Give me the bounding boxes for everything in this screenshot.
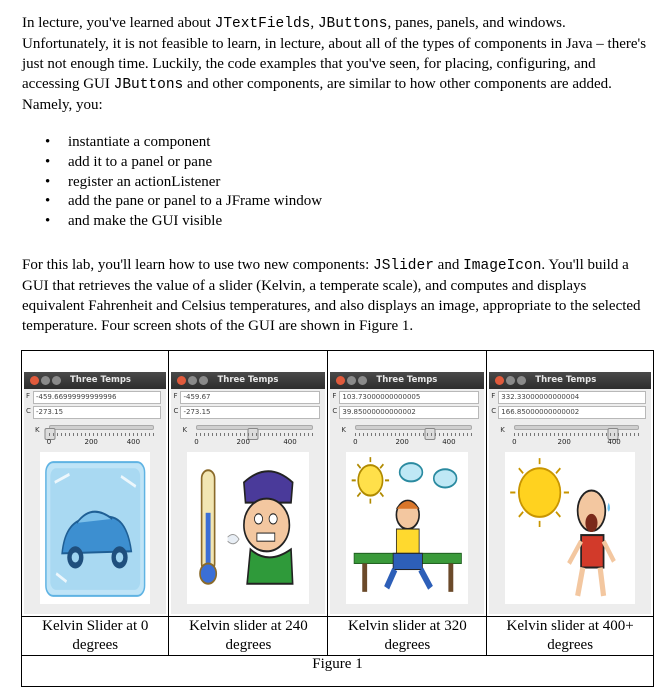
list-item [22,192,322,212]
fahrenheit-field[interactable]: -459.67 [180,391,320,404]
tick-label: 400 [607,438,621,446]
screenshot-cell [487,351,654,617]
window-titlebar [330,372,484,389]
temperature-image [346,452,468,604]
close-icon[interactable] [30,376,39,385]
list-item-text: add it to a panel or pane [68,153,213,170]
kelvin-slider-row [24,419,166,453]
bullet-dot: • [45,173,51,190]
kelvin-slider-row [489,419,651,453]
fahrenheit-row [171,391,325,404]
list-item-text: register an actionListener [68,173,221,190]
fahrenheit-field[interactable]: 332.33000000000004 [498,391,646,404]
steps-list [22,133,322,232]
three-temps-window [330,372,484,614]
figure-caption: Figure 1 [22,656,654,687]
fahrenheit-row [330,391,484,404]
temperature-image [40,452,150,604]
intro-text-1: In lecture, you've learned about [22,15,215,31]
tick-label: 0 [353,438,358,446]
kelvin-slider[interactable] [514,425,639,430]
tick-label: 200 [236,438,250,446]
temperature-image [505,452,635,604]
code-jbuttons: JButtons [317,16,388,32]
lab-text-1: For this lab, you'll learn how to use two new components: [22,257,373,273]
lab-text-2: and [433,257,464,273]
three-temps-window [24,372,166,614]
kelvin-label: K [35,426,40,434]
code-imageicon: ImageIcon [463,258,542,274]
celsius-row [489,406,651,419]
screenshot-cell [22,351,169,617]
kelvin-slider-row [330,419,484,453]
close-icon[interactable] [177,376,186,385]
tick-label: 200 [395,438,409,446]
figure-table [21,350,654,687]
close-icon[interactable] [495,376,504,385]
fahrenheit-label: F [173,392,178,400]
three-temps-window [171,372,325,614]
kelvin-slider-row [171,419,325,453]
celsius-row [171,406,325,419]
tick-label: 0 [46,438,52,446]
bullet-dot: • [45,153,51,170]
intro-text-4: and other components, are similar to how other components are added. Namely, you: [22,76,612,113]
window-title: Three Temps [376,375,438,385]
window-titlebar [24,372,166,389]
window-title: Three Temps [70,375,131,385]
caption-cell: Kelvin slider at 400+ degrees [487,617,654,656]
maximize-icon[interactable] [52,376,61,385]
kelvin-label: K [500,426,505,434]
tick-label: 200 [84,438,98,446]
bullet-dot: • [45,134,51,150]
tick-label: 0 [512,438,517,446]
bullet-dot: • [45,213,51,230]
code-jslider: JSlider [373,258,434,274]
kelvin-slider[interactable] [196,425,313,430]
intro-text-3: , panes, panels, and windows. Unfortunately, it is not feasible to learn, in lecture, about all of the types of components in Java – there's just not enough time. Luckily, the code examples that you've seen, for placing, configuring, and accessing GUI [22,15,647,92]
list-item-text: and make the GUI visible [68,213,223,230]
screenshot-cell [169,351,328,617]
celsius-field[interactable]: -273.15 [33,406,161,419]
celsius-label: C [332,407,338,415]
slider-ticks [49,433,154,436]
maximize-icon[interactable] [199,376,208,385]
three-temps-window [489,372,651,614]
celsius-label: C [26,407,31,415]
celsius-field[interactable]: -273.15 [180,406,320,419]
celsius-label: C [173,407,179,415]
intro-paragraph [22,13,647,115]
maximize-icon[interactable] [517,376,526,385]
caption-cell: Kelvin Slider at 0 degrees [22,617,169,656]
code-jtextfields: JTextFields [214,16,311,32]
temperature-image [187,452,309,604]
fahrenheit-field[interactable]: -459.66999999999996 [33,391,161,404]
fahrenheit-label: F [26,392,31,400]
minimize-icon[interactable] [347,376,356,385]
slider-ticks [196,433,313,436]
list-item [22,173,322,193]
minimize-icon[interactable] [188,376,197,385]
window-titlebar [489,372,651,389]
kelvin-label: K [341,426,346,434]
celsius-field[interactable]: 39.85000000000002 [339,406,479,419]
list-item [22,212,322,232]
slider-ticks [355,433,472,436]
tick-label: 0 [194,438,199,446]
caption-cell: Kelvin slider at 320 degrees [328,617,487,656]
fahrenheit-row [24,391,166,404]
tick-label: 400 [283,438,297,446]
slider-ticks [514,433,639,436]
celsius-row [330,406,484,419]
intro-text-2: , [310,15,318,31]
list-item-text: instantiate a component [68,134,211,150]
kelvin-slider[interactable] [49,425,154,430]
kelvin-slider[interactable] [355,425,472,430]
kelvin-label: K [182,426,188,434]
list-item [22,153,322,173]
caption-cell: Kelvin slider at 240 degrees [169,617,328,656]
screenshot-cell [328,351,487,617]
lab-paragraph [22,255,647,336]
window-titlebar [171,372,325,389]
fahrenheit-row [489,391,651,404]
fahrenheit-label: F [491,392,496,400]
tick-label: 400 [126,438,141,446]
list-item-text: add the pane or panel to a JFrame window [68,193,323,210]
celsius-label: C [491,407,497,415]
list-item [22,133,322,153]
maximize-icon[interactable] [358,376,367,385]
window-title: Three Temps [535,375,597,385]
fahrenheit-field[interactable]: 103.73000000000005 [339,391,479,404]
lab-text-3: . You'll build a GUI that retrieves the value of a slider (Kelvin, a temperate scale), and computes and displays equivalent Fahrenheit and Celsius temperatures, and also displays an image, appropriate to the selected temperature. Four screen shots of the GUI are shown in Figure 1. [22,257,641,334]
celsius-field[interactable]: 166.85000000000002 [498,406,646,419]
tick-label: 200 [557,438,571,446]
fahrenheit-label: F [332,392,337,400]
close-icon[interactable] [336,376,345,385]
celsius-row [24,406,166,419]
minimize-icon[interactable] [506,376,515,385]
tick-label: 400 [442,438,456,446]
bullet-dot: • [45,193,51,210]
code-jbuttons-2: JButtons [113,77,184,93]
minimize-icon[interactable] [41,376,50,385]
window-title: Three Temps [217,375,279,385]
